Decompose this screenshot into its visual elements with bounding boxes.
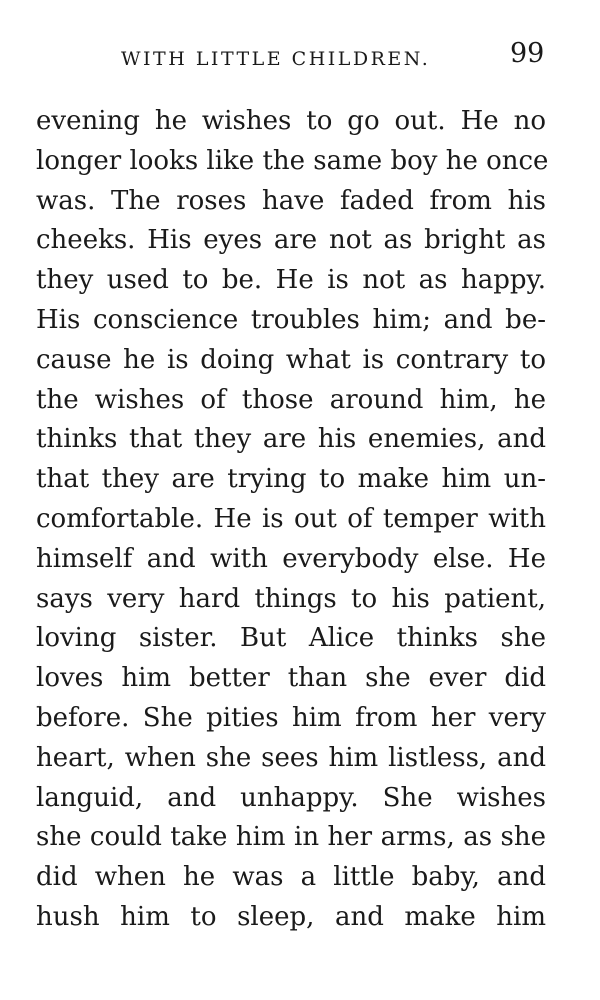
text-line: was. The roses have faded from his bbox=[36, 185, 546, 216]
text-line: His conscience troubles him; and be- bbox=[36, 304, 546, 335]
text-line: hush him to sleep, and make him bbox=[36, 901, 546, 932]
text-line: longer looks like the same boy he once bbox=[36, 145, 549, 176]
text-line: she could take him in her arms, as she bbox=[36, 822, 546, 853]
text-line: the wishes of those around him, he bbox=[36, 384, 546, 415]
text-line: languid, and unhappy. She wishes bbox=[36, 782, 546, 813]
text-line: cause he is doing what is contrary to bbox=[36, 344, 546, 375]
text-line: they used to be. He is not as happy. bbox=[36, 265, 546, 296]
text-line: thinks that they are his enemies, and bbox=[36, 424, 546, 455]
text-line: loving sister. But Alice thinks she bbox=[36, 623, 546, 654]
body-text bbox=[36, 102, 549, 938]
running-title: WITH LITTLE CHILDREN. bbox=[121, 48, 431, 70]
text-line: that they are trying to make him un- bbox=[36, 464, 546, 495]
text-line: comfortable. He is out of temper with bbox=[36, 503, 546, 534]
page-number: 99 bbox=[510, 38, 545, 69]
text-line: himself and with everybody else. He bbox=[36, 543, 546, 574]
text-line: cheeks. His eyes are not as bright as bbox=[36, 225, 546, 256]
text-line: heart, when she sees him listless, and bbox=[36, 742, 546, 773]
text-line: loves him better than she ever did bbox=[36, 663, 546, 694]
running-head bbox=[0, 38, 600, 74]
text-line: before. She pities him from her very bbox=[36, 702, 546, 733]
text-line: did when he was a little baby, and bbox=[36, 862, 546, 893]
text-line: evening he wishes to go out. He no bbox=[36, 106, 546, 136]
text-line: says very hard things to his patient, bbox=[36, 583, 546, 614]
